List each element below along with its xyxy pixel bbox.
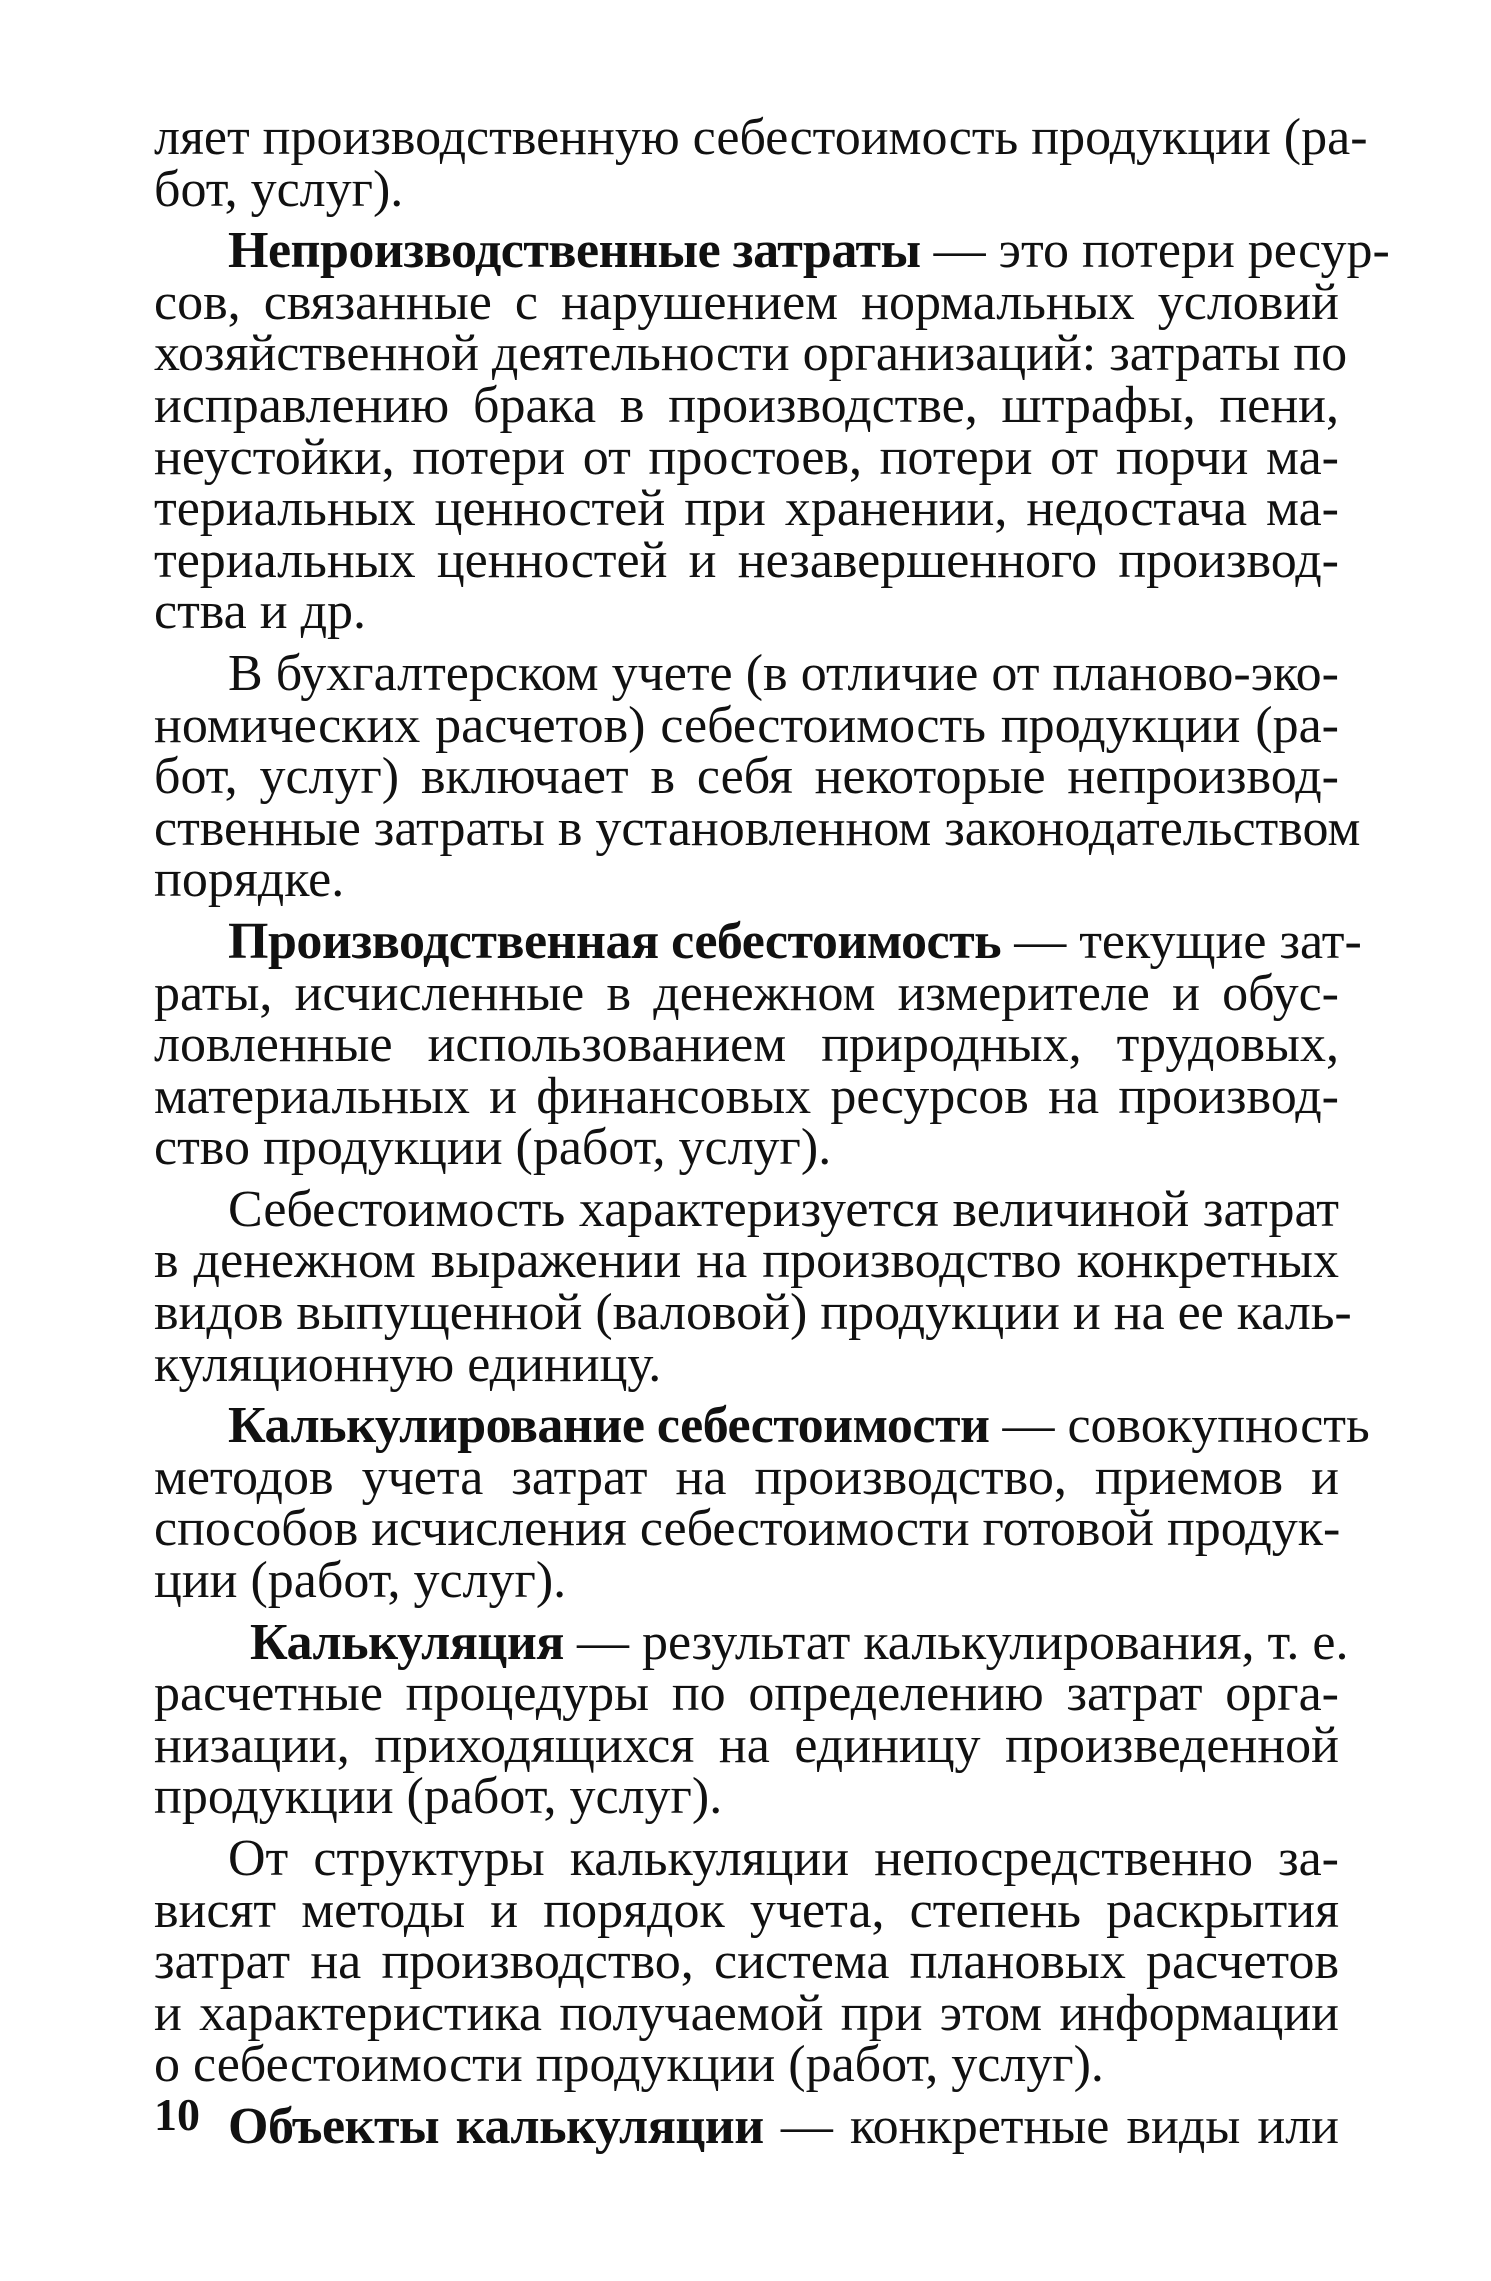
definition-text: — конкретные виды или xyxy=(763,2097,1340,2155)
text-line: методов учета затрат на производство, приемов и xyxy=(154,1448,1339,1506)
text-line: порядке. xyxy=(154,851,345,909)
text-line: ство продукции (работ, услуг). xyxy=(154,1119,832,1177)
text-line: куляционную единицу. xyxy=(154,1335,662,1393)
text-line: расчетные процедуры по определению затрат орга- xyxy=(154,1665,1339,1723)
definition-line xyxy=(154,222,1390,280)
text-line: неустойки, потери от простоев, потери от порчи ма- xyxy=(154,428,1339,486)
definition-text: — результат калькулирования, т. е. xyxy=(563,1613,1349,1671)
text-line: способов исчисления себестоимости готовой продук- xyxy=(154,1500,1341,1558)
text-line: номических расчетов) себестоимость продукции (ра- xyxy=(154,696,1339,754)
term-nonproduction-costs: Непроизводственные затраты xyxy=(228,222,921,280)
text-line: бот, услуг) включает в себя некоторые непроизвод- xyxy=(154,748,1339,806)
page-number: 10 xyxy=(154,2089,200,2140)
text-line: В бухгалтерском учете (в отличие от планово-эко- xyxy=(228,644,1339,702)
definition-line xyxy=(154,1613,1349,1671)
definition-text: — текущие зат- xyxy=(1001,912,1362,970)
text-line: ловленные использованием природных, трудовых, xyxy=(154,1016,1339,1074)
definition-text: — совокупность xyxy=(989,1397,1370,1455)
term-calculation: Калькуляция xyxy=(250,1613,564,1671)
text-line: Себестоимость характеризуется величиной затрат xyxy=(228,1180,1339,1238)
text-line: териальных ценностей и незавершенного производ- xyxy=(154,531,1339,589)
text-line: и характеристика получаемой при этом информации xyxy=(154,1984,1339,2042)
definition-line xyxy=(154,912,1362,970)
text-line: бот, услуг). xyxy=(154,160,404,218)
definition-line xyxy=(154,2097,1340,2155)
text-line: висят методы и порядок учета, степень раскрытия xyxy=(154,1881,1339,1939)
definition-line xyxy=(154,1397,1370,1455)
text-line: ции (работ, услуг). xyxy=(154,1552,567,1610)
text-line: хозяйственной деятельности организаций: затраты по xyxy=(154,325,1348,383)
text-line: исправлению брака в производстве, штрафы, пени, xyxy=(154,376,1339,434)
text-line: видов выпущенной (валовой) продукции и на ее каль- xyxy=(154,1284,1352,1342)
text-line: ственные затраты в установленном законодательством xyxy=(154,799,1361,857)
text-line: От структуры калькуляции непосредственно за- xyxy=(228,1830,1339,1887)
term-production-cost: Производственная себестоимость xyxy=(228,912,1002,970)
text-line: раты, исчисленные в денежном измерителе и обус- xyxy=(154,964,1339,1022)
text-line: о себестоимости продукции (работ, услуг). xyxy=(154,2036,1104,2094)
text-line: затрат на производство, система плановых расчетов xyxy=(154,1933,1339,1991)
text-line: сов, связанные с нарушением нормальных условий xyxy=(154,273,1339,331)
page-body xyxy=(154,109,1390,2155)
term-costing-objects: Объекты калькуляции xyxy=(228,2097,764,2155)
text-line: ляет производственную себестоимость продукции (ра- xyxy=(154,109,1368,166)
text-line: териальных ценностей при хранении, недостача ма- xyxy=(154,480,1339,538)
definition-text: — это потери ресур- xyxy=(920,222,1390,280)
text-line: продукции (работ, услуг). xyxy=(154,1768,723,1826)
text-line: материальных и финансовых ресурсов на производ- xyxy=(154,1067,1339,1125)
term-costing: Калькулирование себестоимости xyxy=(228,1397,990,1455)
text-line: ства и др. xyxy=(154,583,367,641)
text-line: низации, приходящихся на единицу произведенной xyxy=(154,1716,1339,1774)
text-line: в денежном выражении на производство конкретных xyxy=(154,1232,1339,1290)
